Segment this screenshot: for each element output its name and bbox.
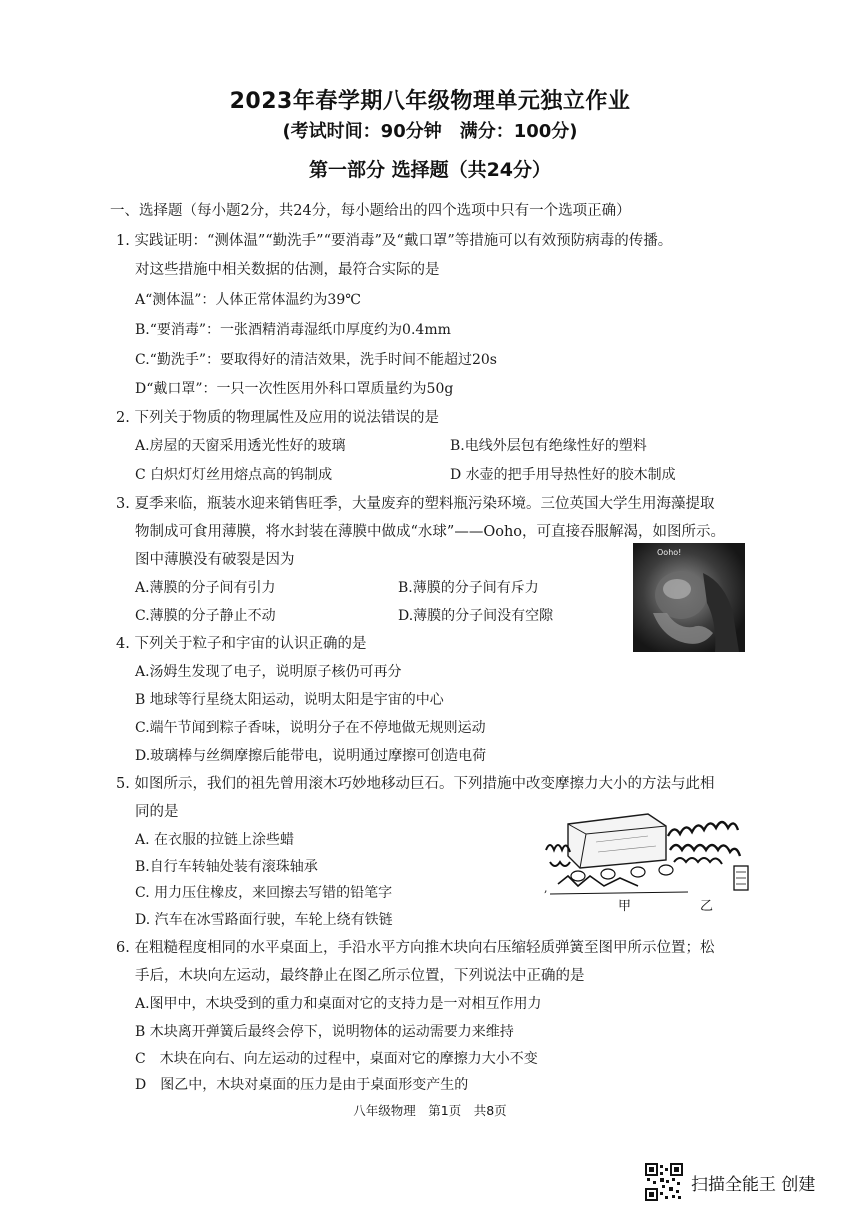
page-footer: 八年级物理 第1页 共8页	[353, 1103, 507, 1118]
q1-option-d: D“戴口罩”：一只一次性医用外科口罩质量约为50g	[135, 381, 454, 397]
q1-option-a: A“测体温”：人体正常体温约为39℃	[135, 292, 361, 308]
qr-code-icon	[645, 1163, 683, 1201]
q6-option-a: A.图甲中，木块受到的重力和桌面对它的支持力是一对相互作用力	[135, 996, 542, 1012]
q5-option-b: B.自行车转轴处装有滚珠轴承	[135, 859, 318, 875]
q2-stem: 2. 下列关于物质的物理属性及应用的说法错误的是	[116, 410, 439, 426]
q4-option-a: A.汤姆生发现了电子，说明原子核仍可再分	[135, 664, 402, 680]
q3-stem-cont: 物制成可食用薄膜，将水封装在薄膜中做成“水球”——Ooho，可直接吞服解渴，如图所示。	[135, 524, 726, 540]
figure-label-jia: 甲	[618, 899, 632, 914]
q1-stem: 1. 实践证明：“测体温”“勤洗手”“要消毒”及“戴口罩”等措施可以有效预防病毒的传播。	[116, 233, 673, 249]
q2-option-d: D 水壶的把手用导热性好的胶木制成	[450, 467, 676, 483]
q6-stem: 6. 在粗糙程度相同的水平桌面上，手沿水平方向推木块向右压缩轻质弹簧至图甲所示位置；松	[116, 940, 715, 956]
section-heading: 一、选择题（每小题2分，共24分，每小题给出的四个选项中只有一个选项正确）	[110, 203, 631, 219]
q6-stem-cont: 手后，木块向左运动，最终静止在图乙所示位置，下列说法中正确的是	[135, 968, 585, 984]
q2-option-a: A.房屋的天窗采用透光性好的玻璃	[135, 438, 346, 454]
q3-option-d: D.薄膜的分子间没有空隙	[398, 608, 554, 624]
scanner-watermark	[645, 1162, 815, 1202]
q2-option-c: C 白炽灯灯丝用熔点高的钨制成	[135, 467, 333, 483]
q3-stem: 3. 夏季来临，瓶装水迎来销售旺季，大量废弃的塑料瓶污染环境。三位英国大学生用海藻提取	[116, 496, 715, 512]
q5-option-a: A. 在衣服的拉链上涂些蜡	[135, 832, 295, 848]
photo-caption: Ooho!	[657, 548, 682, 557]
q6-option-c: C 木块在向右、向左运动的过程中，桌面对它的摩擦力大小不变	[135, 1051, 538, 1067]
q4-option-d: D.玻璃棒与丝绸摩擦后能带电，说明通过摩擦可创造电荷	[135, 748, 487, 764]
q5-option-c: C. 用力压住橡皮，来回擦去写错的铅笔字	[135, 885, 393, 901]
exam-title: 2023年春学期八年级物理单元独立作业	[229, 89, 631, 114]
q4-option-c: C.端午节闻到粽子香味，说明分子在不停地做无规则运动	[135, 720, 486, 736]
q1-option-b: B.“要消毒”：一张酒精消毒湿纸巾厚度约为0.4mm	[135, 322, 451, 338]
q4-stem: 4. 下列关于粒子和宇宙的认识正确的是	[116, 636, 367, 652]
q2-option-b: B.电线外层包有绝缘性好的塑料	[450, 438, 647, 454]
q4-option-b: B 地球等行星绕太阳运动，说明太阳是宇宙的中心	[135, 692, 444, 708]
q3-option-a: A.薄膜的分子间有引力	[135, 580, 276, 596]
rolling-logs-figure	[538, 806, 760, 914]
q5-stem-cont: 同的是	[135, 804, 179, 820]
ooho-photo	[633, 543, 745, 652]
figure-label-yi: 乙	[700, 899, 714, 914]
q6-option-d: D 图乙中，木块对桌面的压力是由于桌面形变产生的	[135, 1077, 469, 1093]
q1-stem-cont: 对这些措施中相关数据的估测，最符合实际的是	[135, 262, 440, 278]
q3-option-c: C.薄膜的分子静止不动	[135, 608, 276, 624]
q3-option-b: B.薄膜的分子间有斥力	[398, 580, 539, 596]
svg-text:,: ,	[544, 882, 548, 895]
exam-subtitle: (考试时间：90分钟 满分：100分)	[282, 121, 578, 142]
q6-option-b: B 木块离开弹簧后最终会停下，说明物体的运动需要力来维持	[135, 1024, 514, 1040]
q5-option-d: D. 汽车在冰雪路面行驶，车轮上绕有铁链	[135, 912, 393, 928]
scanner-text: 扫描全能王 创建	[691, 1174, 816, 1195]
q1-option-c: C.“勤洗手”：要取得好的清洁效果，洗手时间不能超过20s	[135, 352, 497, 368]
q5-stem: 5. 如图所示，我们的祖先曾用滚木巧妙地移动巨石。下列措施中改变摩擦力大小的方法与此相	[116, 776, 715, 792]
part-heading: 第一部分 选择题（共24分）	[308, 159, 552, 181]
q3-stem-end: 图中薄膜没有破裂是因为	[135, 552, 295, 568]
